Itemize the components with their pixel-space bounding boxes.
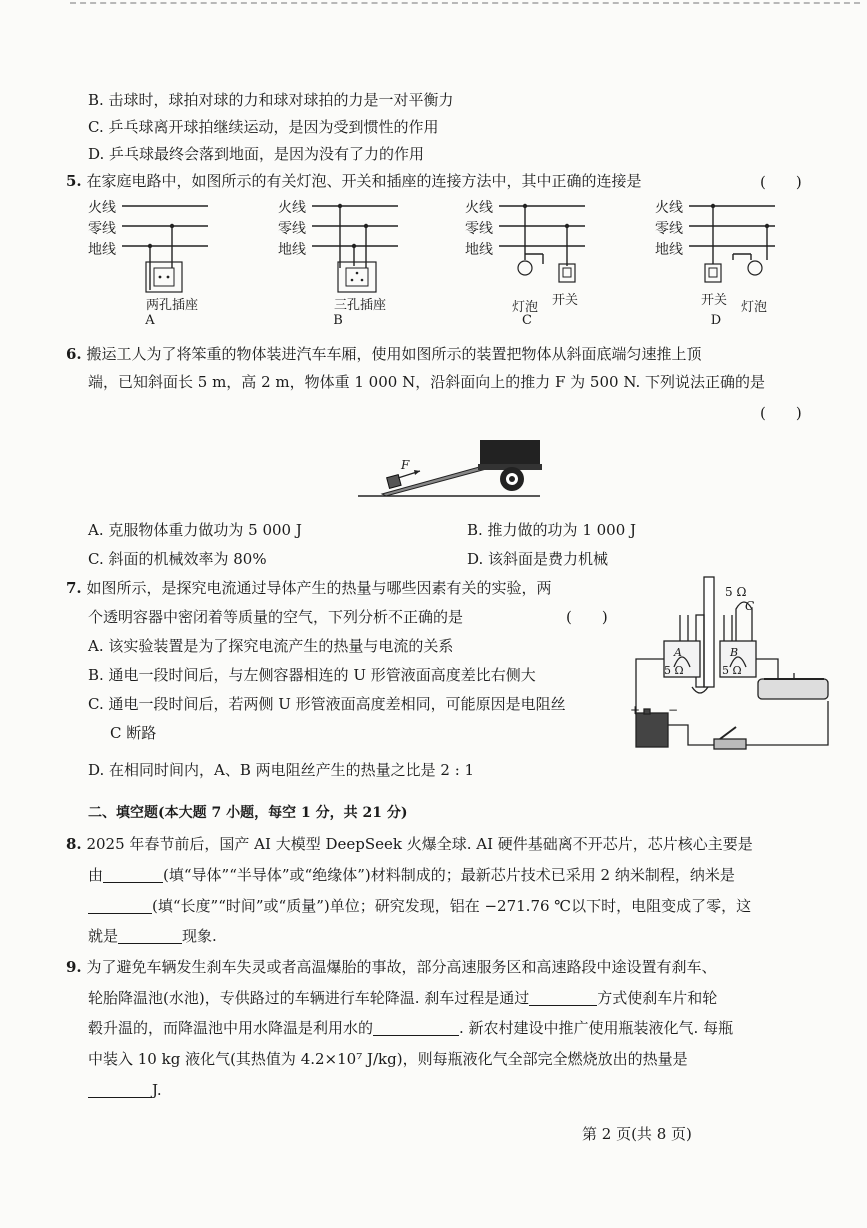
resistor-b-label: B (730, 646, 739, 659)
q7-option-d: D. 在相同时间内，A、B 两电阻丝产生的热量之比是 2 : 1 (88, 761, 475, 779)
label-switch-d: 开关 (700, 293, 727, 308)
diagram-letter-c: C (522, 313, 532, 328)
q9-text-2b: 方式使刹车片和轮 (597, 989, 718, 1007)
q7-option-c-line2: C 断路 (110, 724, 157, 742)
q8-blank-3[interactable] (118, 927, 182, 944)
circuit-c-wires (497, 200, 617, 295)
q8-text-3b: (填“长度”“时间”或“质量”)单位；研究发现，铝在 −271.76 ℃以下时，电阻变成了零，这 (152, 897, 752, 915)
q7-stem-line1 (66, 577, 551, 599)
q8-text-4b: 现象. (182, 927, 217, 945)
q8-text-1: 2025 年春节前后，国产 AI 大模型 DeepSeek 火爆全球. AI 硬件基础离不开芯片，芯片核心主要是 (86, 835, 753, 853)
resistor-a-label: A (674, 646, 682, 659)
q9-text-3b: . 新农村建设中推广使用瓶装液化气. 每瓶 (459, 1019, 734, 1037)
wire-label-live: 火线 (88, 200, 116, 216)
wire-label-earth: 地线 (655, 242, 683, 258)
q6-option-c: C. 斜面的机械效率为 80% (88, 550, 267, 568)
q6-stem-line2: 端，已知斜面长 5 m，高 2 m，物体重 1 000 N，沿斜面向上的推力 F 为 500 N. 下列说法正确的是 (88, 373, 766, 391)
q9-text-1: 为了避免车辆发生刹车失灵或者高温爆胎的事故，部分高速服务区和高速路段中途设置有刹车、 (86, 958, 717, 976)
caption-three-pin-socket: 三孔插座 (333, 298, 386, 313)
wire-label-earth: 地线 (278, 242, 306, 258)
q7-answer-paren: ( ) (566, 608, 608, 626)
q9-text-3a: 毂升温的，而降温池中用水降温是利用水的 (88, 1019, 374, 1037)
q6-option-b: B. 推力做的功为 1 000 J (467, 521, 637, 539)
q4-option-c: C. 乒乓球离开球拍继续运动，是因为受到惯性的作用 (88, 118, 439, 136)
q8-text-4a: 就是 (88, 927, 119, 945)
circuit-b-wires (310, 200, 430, 290)
q6-stem-line1 (66, 343, 701, 365)
wire-label-live: 火线 (465, 200, 493, 216)
q9-blank-2[interactable] (373, 1019, 459, 1036)
top-perforation (70, 2, 860, 10)
q8-text-2a: 由 (88, 866, 104, 884)
q6-option-a: A. 克服物体重力做功为 5 000 J (88, 521, 302, 539)
q6-number: 6. (66, 345, 82, 363)
section-2-title: 二、填空题(本大题 7 小题，每空 1 分，共 21 分) (88, 805, 408, 821)
q9-line1 (66, 956, 716, 978)
wire-label-live: 火线 (278, 200, 306, 216)
q8-line1 (66, 833, 753, 855)
q5-answer-paren: ( ) (760, 173, 802, 191)
page-number: 第 2 页(共 8 页) (582, 1125, 692, 1143)
diagram-letter-b: B (333, 313, 343, 328)
label-bulb-d: 灯泡 (740, 300, 767, 315)
q6-option-d: D. 该斜面是费力机械 (467, 550, 609, 568)
q7-text-1: 如图所示，是探究电流通过导体产生的热量与哪些因素有关的实验，两 (86, 579, 552, 597)
wire-label-live: 火线 (655, 200, 683, 216)
q8-line4 (88, 925, 217, 947)
q9-line2 (88, 987, 717, 1009)
q9-text-2a: 轮胎降温池(水池)，专供路过的车辆进行车轮降温. 刹车过程是通过 (88, 989, 530, 1007)
resistor-top-label: 5 Ω (725, 585, 747, 599)
diagram-letter-a: A (145, 313, 155, 328)
q7-option-c-line1: C. 通电一段时间后，若两侧 U 形管液面高度差相同，可能原因是电阻丝 (88, 695, 566, 713)
q9-blank-1[interactable] (529, 989, 597, 1006)
force-label: F (401, 458, 410, 472)
q9-text-5b: J. (152, 1081, 162, 1099)
q7-number: 7. (66, 579, 82, 597)
q6-text-1: 搬运工人为了将笨重的物体装进汽车车厢，使用如图所示的装置把物体从斜面底端匀速推上顶 (86, 345, 702, 363)
resistor-a-value: 5 Ω (664, 664, 684, 677)
q9-line5 (88, 1079, 162, 1101)
wire-label-neutral: 零线 (88, 221, 116, 237)
resistor-b-value: 5 Ω (722, 664, 742, 677)
q9-line4: 中装入 10 kg 液化气(其热值为 4.2×10⁷ J/kg)，则每瓶液化气全部完全燃烧放出的热量是 (88, 1050, 688, 1068)
q7-option-a: A. 该实验装置是为了探究电流产生的热量与电流的关系 (88, 637, 454, 655)
q8-line3 (88, 895, 751, 917)
q5-stem (66, 170, 641, 192)
wire-label-earth: 地线 (465, 242, 493, 258)
q5-text: 在家庭电路中，如图所示的有关灯泡、开关和插座的连接方法中，其中正确的连接是 (86, 172, 642, 190)
joule-heating-apparatus (628, 575, 858, 765)
q9-number: 9. (66, 958, 82, 976)
circuit-d-wires (687, 200, 807, 295)
battery-minus: − (668, 703, 679, 717)
q8-blank-1[interactable] (103, 866, 163, 883)
q7-option-b: B. 通电一段时间后，与左侧容器相连的 U 形管液面高度差比右侧大 (88, 666, 536, 684)
label-switch-c: 开关 (551, 293, 578, 308)
q7-stem-line2: 个透明容器中密闭着等质量的空气，下列分析不正确的是 (88, 608, 464, 626)
label-bulb-c: 灯泡 (511, 300, 538, 315)
q8-line2 (88, 864, 735, 886)
q9-line3 (88, 1017, 733, 1039)
caption-two-pin-socket: 两孔插座 (145, 298, 198, 313)
q4-option-d: D. 乒乓球最终会落到地面，是因为没有了力的作用 (88, 145, 425, 163)
q6-answer-paren: ( ) (760, 404, 802, 422)
circuit-a-wires (120, 200, 240, 290)
wire-label-earth: 地线 (88, 242, 116, 258)
resistor-c-label: C (745, 599, 755, 613)
q9-blank-3[interactable] (88, 1081, 152, 1098)
wire-label-neutral: 零线 (465, 221, 493, 237)
q8-text-2b: (填“导体”“半导体”或“绝缘体”)材料制成的；最新芯片技术已采用 2 纳米制程，纳米是 (163, 866, 735, 884)
wire-label-neutral: 零线 (278, 221, 306, 237)
q4-option-b: B. 击球时，球拍对球的力和球对球拍的力是一对平衡力 (88, 91, 454, 109)
wire-label-neutral: 零线 (655, 221, 683, 237)
diagram-letter-d: D (710, 313, 722, 328)
battery-plus: + (630, 703, 641, 717)
q5-number: 5. (66, 172, 82, 190)
q8-blank-2[interactable] (88, 897, 152, 914)
q8-number: 8. (66, 835, 82, 853)
incline-truck-figure (358, 434, 558, 504)
